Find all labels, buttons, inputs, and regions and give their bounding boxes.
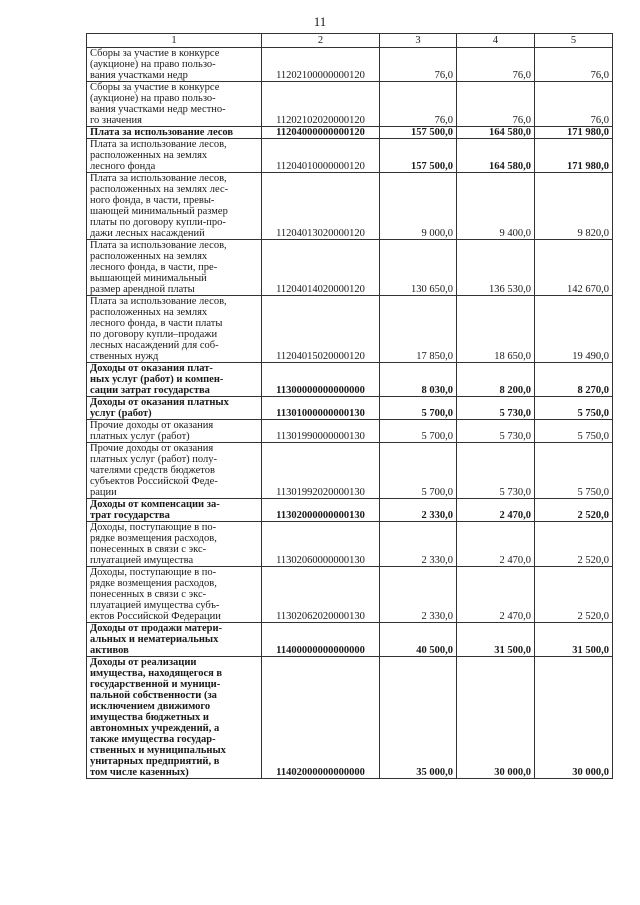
row-name-line: пальной собственности (за [90, 690, 217, 701]
row-name-cell [87, 499, 262, 522]
column-header: 3 [380, 34, 457, 48]
row-name-cell [87, 420, 262, 443]
value-cell-col5: 2 520,0 [535, 499, 613, 522]
row-name-line: рядке возмещения расходов, [90, 533, 217, 544]
value-cell-col4: 18 650,0 [457, 296, 535, 363]
row-name-line: лесных насаждений для соб- [90, 340, 219, 351]
row-name-cell [87, 397, 262, 420]
value-cell-col5: 9 820,0 [535, 173, 613, 240]
value-cell-col3: 76,0 [380, 82, 457, 127]
row-name-line: плуатацией имущества [90, 555, 194, 566]
budget-code-cell: 11300000000000000 [262, 363, 380, 397]
budget-code-cell: 11204013020000120 [262, 173, 380, 240]
row-name-cell [87, 522, 262, 567]
value-cell-col4: 8 200,0 [457, 363, 535, 397]
row-name-line: ного фонда, в части, превы- [90, 195, 215, 206]
row-name-cell [87, 567, 262, 623]
value-cell-col4: 5 730,0 [457, 420, 535, 443]
value-cell-col4: 136 530,0 [457, 240, 535, 296]
table-row [87, 139, 613, 173]
table-row [87, 567, 613, 623]
row-name-line: расположенных на землях лес- [90, 184, 229, 195]
row-name-line: Плата за использование лесов, [90, 139, 227, 150]
row-name-cell [87, 443, 262, 499]
value-cell-col5: 142 670,0 [535, 240, 613, 296]
row-name-line: Плата за использование лесов, [90, 240, 227, 251]
row-name-line: рации [90, 487, 117, 498]
value-cell-col5: 171 980,0 [535, 139, 613, 173]
row-name-line: активов [90, 645, 129, 656]
value-cell-col5: 171 980,0 [535, 127, 613, 139]
row-name-line: лесного фонда, в части платы [90, 318, 223, 329]
value-cell-col3: 157 500,0 [380, 139, 457, 173]
value-cell-col3: 17 850,0 [380, 296, 457, 363]
row-name-cell [87, 240, 262, 296]
budget-code-cell: 11302000000000130 [262, 499, 380, 522]
row-name-line: вания участками недр [90, 70, 188, 81]
row-name-line: (аукционе) на право пользо- [90, 93, 216, 104]
value-cell-col3: 5 700,0 [380, 420, 457, 443]
row-name-line: исключением движимого [90, 701, 211, 712]
row-name-cell [87, 173, 262, 240]
row-name-line: альных и нематериальных [90, 634, 219, 645]
value-cell-col4: 76,0 [457, 48, 535, 82]
row-name-line: Доходы от оказания платных [90, 397, 229, 408]
row-name-line: автономных учреждений, а [90, 723, 220, 734]
row-name-line: сации затрат государства [90, 385, 210, 396]
value-cell-col3: 2 330,0 [380, 522, 457, 567]
row-name-line: рядке возмещения расходов, [90, 578, 217, 589]
value-cell-col4: 2 470,0 [457, 499, 535, 522]
value-cell-col3: 8 030,0 [380, 363, 457, 397]
row-name-line: дажи лесных насаждений [90, 228, 205, 239]
row-name-line: платы по договору купли-про- [90, 217, 226, 228]
value-cell-col5: 76,0 [535, 82, 613, 127]
row-name-cell [87, 296, 262, 363]
value-cell-col5: 19 490,0 [535, 296, 613, 363]
value-cell-col3: 40 500,0 [380, 623, 457, 657]
column-header: 5 [535, 34, 613, 48]
budget-code-cell: 11400000000000000 [262, 623, 380, 657]
value-cell-col4: 31 500,0 [457, 623, 535, 657]
row-name-line: Доходы, поступающие в по- [90, 522, 217, 533]
row-name-line: плуатацией имущества субъ- [90, 600, 220, 611]
column-header: 2 [262, 34, 380, 48]
row-name-line: ектов Российской Федерации [90, 611, 221, 622]
table-row [87, 397, 613, 420]
value-cell-col5: 31 500,0 [535, 623, 613, 657]
row-name-line: Прочие доходы от оказания [90, 420, 214, 431]
value-cell-col4: 76,0 [457, 82, 535, 127]
row-name-line: понесенных в связи с экс- [90, 589, 207, 600]
table-row [87, 657, 613, 779]
value-cell-col3: 76,0 [380, 48, 457, 82]
column-header: 1 [87, 34, 262, 48]
value-cell-col5: 2 520,0 [535, 567, 613, 623]
value-cell-col3: 5 700,0 [380, 443, 457, 499]
row-name-line: лесного фонда [90, 161, 156, 172]
row-name-line: го значения [90, 115, 142, 126]
budget-code-cell: 11204010000000120 [262, 139, 380, 173]
row-name-line: расположенных на землях [90, 251, 208, 262]
value-cell-col5: 5 750,0 [535, 397, 613, 420]
value-cell-col5: 8 270,0 [535, 363, 613, 397]
value-cell-col4: 164 580,0 [457, 139, 535, 173]
row-name-line: Доходы, поступающие в по- [90, 567, 217, 578]
row-name-line: Доходы от реализации [90, 657, 197, 668]
table-row [87, 240, 613, 296]
value-cell-col4: 2 470,0 [457, 522, 535, 567]
row-name-line: имущества бюджетных и [90, 712, 209, 723]
budget-code-cell: 11202100000000120 [262, 48, 380, 82]
budget-code-cell: 11302062020000130 [262, 567, 380, 623]
row-name-line: услуг (работ) [90, 408, 152, 419]
value-cell-col4: 5 730,0 [457, 397, 535, 420]
row-name-line: Плата за использование лесов, [90, 296, 227, 307]
row-name-line: платных услуг (работ) [90, 431, 190, 442]
table-row [87, 173, 613, 240]
row-name-cell [87, 139, 262, 173]
value-cell-col3: 130 650,0 [380, 240, 457, 296]
value-cell-col3: 9 000,0 [380, 173, 457, 240]
row-name-line: Доходы от продажи матери- [90, 623, 222, 634]
row-name-line: унитарных предприятий, в [90, 756, 220, 767]
row-name-line: Плата за использование лесов, [90, 173, 227, 184]
table-row [87, 522, 613, 567]
value-cell-col4: 30 000,0 [457, 657, 535, 779]
row-name-line: имущества, находящегося в [90, 668, 223, 679]
table-row [87, 82, 613, 127]
budget-code-cell: 11204014020000120 [262, 240, 380, 296]
value-cell-col5: 30 000,0 [535, 657, 613, 779]
row-name-cell [87, 623, 262, 657]
budget-code-cell: 11301000000000130 [262, 397, 380, 420]
row-name-line: вышающей минимальный [90, 273, 207, 284]
value-cell-col4: 2 470,0 [457, 567, 535, 623]
row-name-line: размер арендной платы [90, 284, 195, 295]
budget-code-cell: 11202102020000120 [262, 82, 380, 127]
row-name-line: по договору купли–продажи [90, 329, 218, 340]
table-row [87, 499, 613, 522]
row-name-line: шающей минимальный размер [90, 206, 228, 217]
row-name-line: расположенных на землях [90, 150, 208, 161]
row-name-line: чателями средств бюджетов [90, 465, 215, 476]
budget-code-cell: 11204000000000120 [262, 127, 380, 139]
row-name-cell [87, 48, 262, 82]
row-name-cell [87, 82, 262, 127]
row-name-line: платных услуг (работ) полу- [90, 454, 218, 465]
budget-code-cell: 11402000000000000 [262, 657, 380, 779]
budget-code-cell: 11302060000000130 [262, 522, 380, 567]
row-name-cell [87, 363, 262, 397]
budget-code-cell: 11301990000000130 [262, 420, 380, 443]
row-name-line: Доходы от компенсации за- [90, 499, 220, 510]
row-name-line: Сборы за участие в конкурсе [90, 48, 220, 59]
value-cell-col3: 35 000,0 [380, 657, 457, 779]
value-cell-col3: 5 700,0 [380, 397, 457, 420]
column-header: 4 [457, 34, 535, 48]
row-name-line: том числе казенных) [90, 767, 189, 778]
row-name-line: ственных и муниципальных [90, 745, 226, 756]
row-name-line: ственных нужд [90, 351, 159, 362]
budget-code-cell: 11204015020000120 [262, 296, 380, 363]
value-cell-col3: 2 330,0 [380, 567, 457, 623]
value-cell-col4: 5 730,0 [457, 443, 535, 499]
value-cell-col5: 5 750,0 [535, 420, 613, 443]
page-number: 11 [313, 14, 327, 29]
value-cell-col4: 9 400,0 [457, 173, 535, 240]
row-name-line: лесного фонда, в части, пре- [90, 262, 218, 273]
table-row [87, 363, 613, 397]
row-name-line: понесенных в связи с экс- [90, 544, 207, 555]
table-row [87, 420, 613, 443]
table-header-row [87, 34, 613, 48]
row-name-line: Сборы за участие в конкурсе [90, 82, 220, 93]
value-cell-col3: 157 500,0 [380, 127, 457, 139]
row-name-cell [87, 127, 262, 139]
row-name-line: Доходы от оказания плат- [90, 363, 213, 374]
table-row [87, 443, 613, 499]
row-name-line: Прочие доходы от оказания [90, 443, 214, 454]
budget-code-cell: 11301992020000130 [262, 443, 380, 499]
table-row [87, 623, 613, 657]
row-name-line: Плата за использование лесов [90, 127, 234, 138]
value-cell-col3: 2 330,0 [380, 499, 457, 522]
value-cell-col4: 164 580,0 [457, 127, 535, 139]
row-name-line: вания участками недр местно- [90, 104, 226, 115]
value-cell-col5: 76,0 [535, 48, 613, 82]
row-name-line: трат государства [90, 510, 170, 521]
table-row [87, 48, 613, 82]
value-cell-col5: 5 750,0 [535, 443, 613, 499]
row-name-line: субъектов Российской Феде- [90, 476, 218, 487]
table-row [87, 127, 613, 139]
revenue-table [86, 33, 613, 779]
row-name-line: также имущества государ- [90, 734, 216, 745]
row-name-cell [87, 657, 262, 779]
table-row [87, 296, 613, 363]
row-name-line: ных услуг (работ) и компен- [90, 374, 224, 385]
row-name-line: (аукционе) на право пользо- [90, 59, 216, 70]
row-name-line: расположенных на землях [90, 307, 208, 318]
row-name-line: государственной и муници- [90, 679, 221, 690]
value-cell-col5: 2 520,0 [535, 522, 613, 567]
